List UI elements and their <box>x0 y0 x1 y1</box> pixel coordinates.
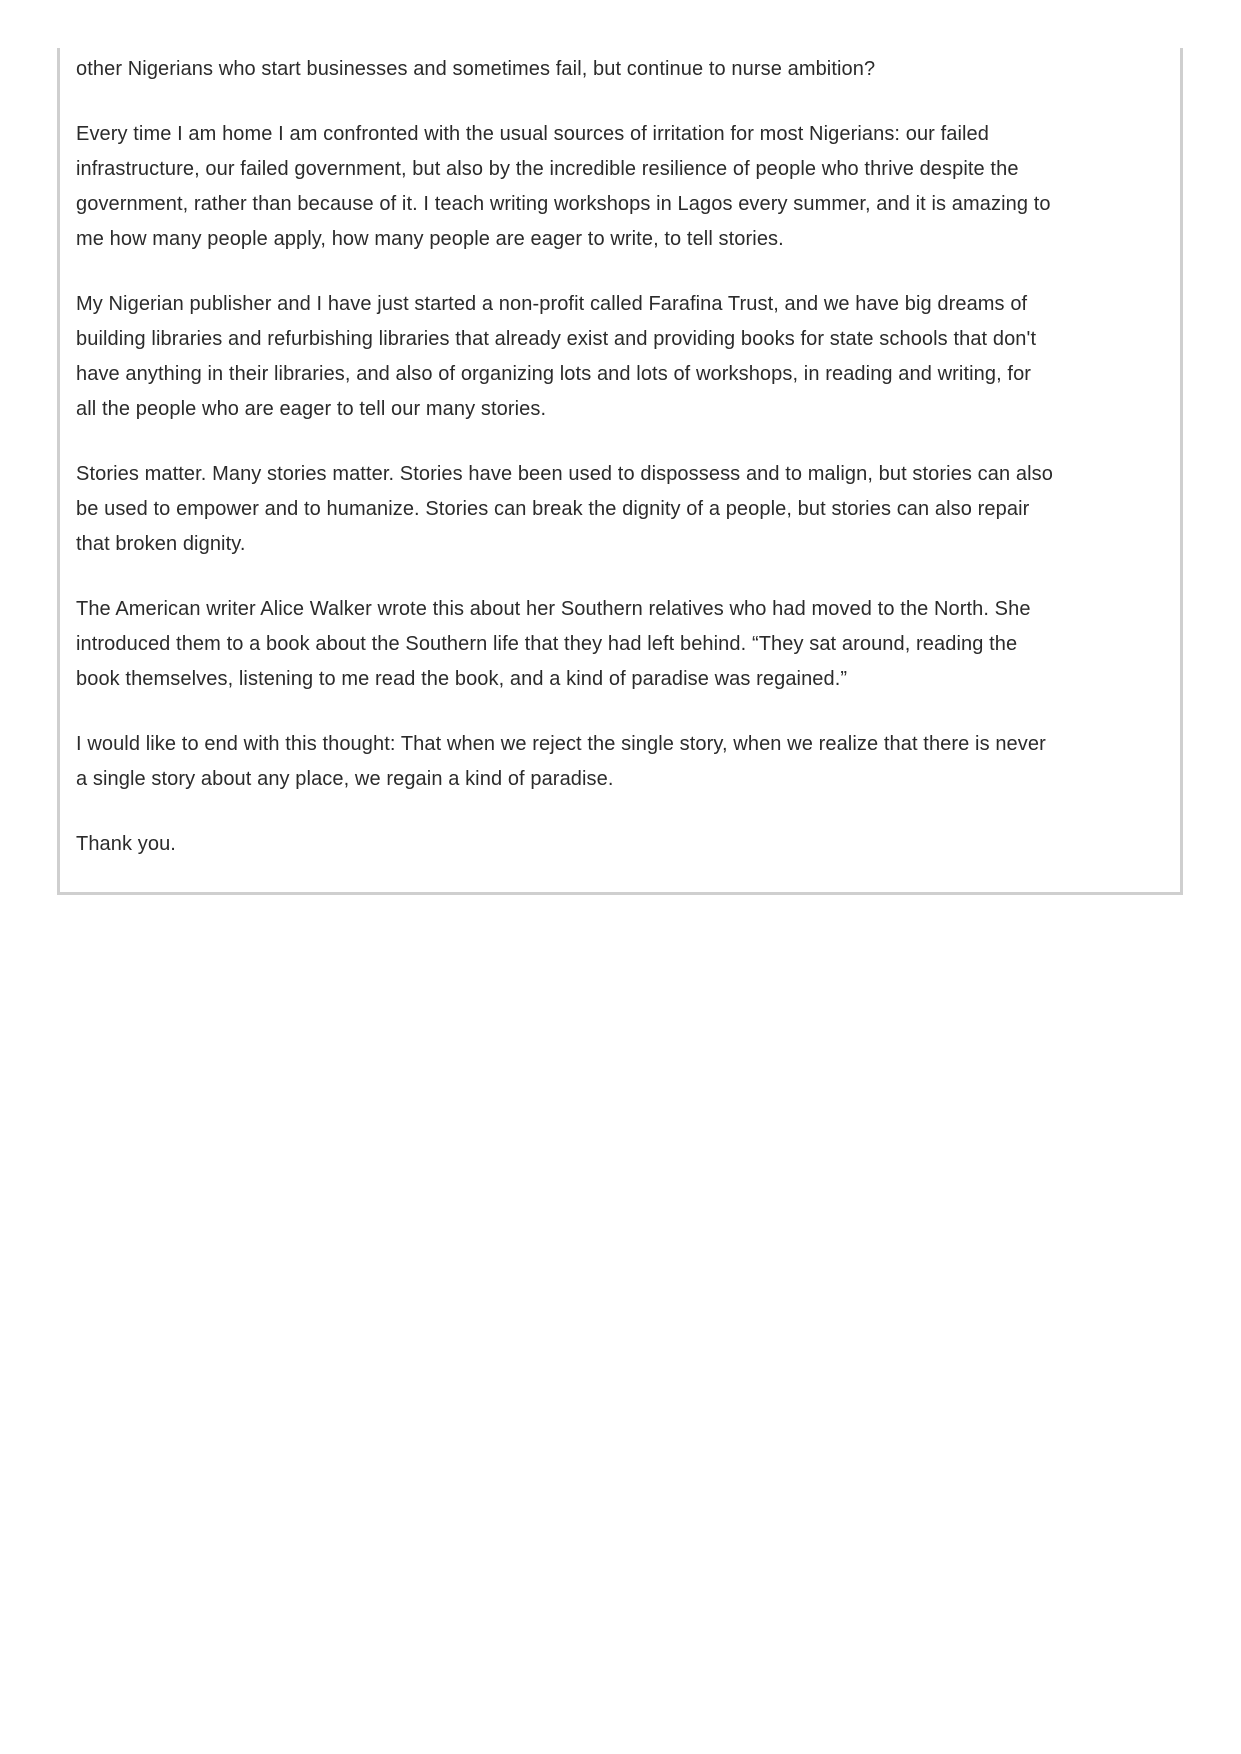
transcript-continuation-box <box>57 48 1183 895</box>
paragraph: My Nigerian publisher and I have just started a non-profit called Farafina Trust, and we have big dreams of building libraries and refurbishing libraries that already exist and providing books for state schools that don't have anything in their libraries, and also of organizing lots and lots of workshops, in reading and writing, for all the people who are eager to tell our many stories. <box>76 293 1037 420</box>
paragraph: other Nigerians who start businesses and sometimes fail, but continue to nurse ambition? <box>76 58 876 80</box>
paragraph: The American writer Alice Walker wrote this about her Southern relatives who had moved to the North. She introduced them to a book about the Southern life that they had left behind. “They sat around, reading the book themselves, listening to me read the book, and a kind of paradise was regained.” <box>76 598 1031 690</box>
paragraph: Thank you. <box>76 833 176 855</box>
paragraph: Every time I am home I am confronted with the usual sources of irritation for most Nigerians: our failed infrastructure, our failed government, but also by the incredible resilience of people who thrive despite the government, rather than because of it. I teach writing workshops in Lagos every summer, and it is amazing to me how many people apply, how many people are eager to write, to tell stories. <box>76 123 1051 250</box>
paragraph: Stories matter. Many stories matter. Stories have been used to dispossess and to malign, but stories can also be used to empower and to humanize. Stories can break the dignity of a people, but stories can also repair that broken dignity. <box>76 463 1053 555</box>
paragraph: I would like to end with this thought: That when we reject the single story, when we realize that there is never a single story about any place, we regain a kind of paradise. <box>76 733 1046 790</box>
